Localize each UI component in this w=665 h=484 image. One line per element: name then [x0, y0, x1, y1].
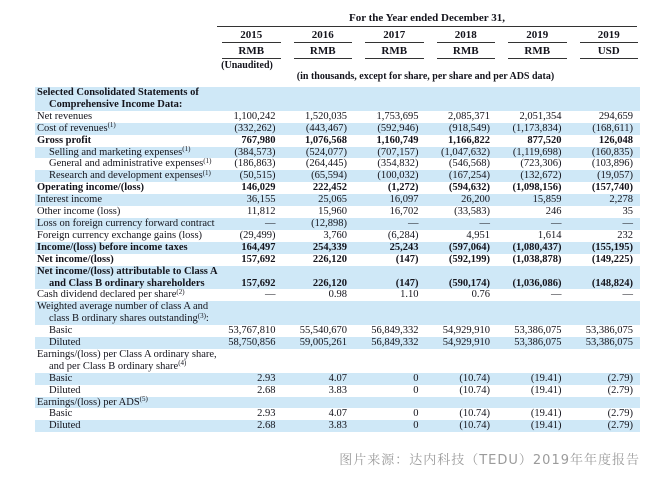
cell-value: (597,064): [448, 241, 490, 253]
row-values: [211, 230, 640, 242]
table-row: [35, 397, 640, 409]
cell-value: 1.10: [400, 289, 419, 301]
cell-value: (264,445): [305, 158, 347, 170]
cell-value: 16,702: [389, 206, 419, 218]
cell-value: (10.74): [459, 408, 490, 420]
table-row: [35, 123, 640, 135]
row-label: [35, 206, 211, 218]
cell-value: 157,692: [241, 253, 276, 265]
cell-value: (167,254): [448, 170, 490, 182]
row-label: [35, 385, 211, 397]
cell-value: 58,750,856: [228, 337, 276, 349]
row-label-line: Research and development expenses$^{(1)}$: [49, 168, 211, 182]
table-row: [35, 254, 640, 266]
cell-value: (148,824): [591, 277, 633, 289]
row-values: [211, 135, 640, 147]
row-values: [211, 325, 640, 337]
cell-value: (332,262): [234, 122, 276, 134]
cell-value: 157,692: [241, 277, 276, 289]
cell-value: (10.74): [459, 372, 490, 384]
cell-value: —: [408, 217, 419, 229]
cell-value: (1,080,437): [512, 241, 562, 253]
row-label: [35, 301, 211, 325]
table-row: [35, 420, 640, 432]
table-row: [35, 373, 640, 385]
row-label-line: Foreign currency exchange gains (loss): [37, 229, 203, 241]
row-label: [35, 158, 211, 170]
table-row: [35, 170, 640, 182]
cell-value: 53,767,810: [228, 325, 276, 337]
table-row: [35, 135, 640, 147]
cell-value: (147): [395, 277, 419, 289]
cell-value: (2.79): [607, 372, 633, 384]
cell-value: 254,339: [312, 241, 347, 253]
cell-value: 2.93: [257, 408, 276, 420]
cell-value: 294,659: [598, 110, 633, 122]
row-label: [35, 242, 211, 254]
row-label: [35, 123, 211, 135]
row-values: [211, 337, 640, 349]
period-title: For the Year ended December 31,: [217, 12, 637, 27]
cell-value: 0: [413, 384, 419, 396]
row-label-line: Income/(loss) before income taxes: [37, 241, 188, 253]
row-label: [35, 194, 211, 206]
row-label: [35, 111, 211, 123]
cell-value: —: [551, 289, 562, 301]
cell-value: (149,225): [591, 253, 633, 265]
table-row: [35, 147, 640, 159]
cell-value: 59,005,261: [299, 337, 347, 349]
cell-value: 15,960: [318, 206, 347, 218]
unaudited-note: (Unaudited): [221, 60, 273, 71]
row-values: [211, 111, 640, 123]
cell-value: —: [265, 289, 276, 301]
cell-value: (594,632): [448, 182, 490, 194]
cell-value: 0.98: [328, 289, 347, 301]
cell-value: (1,173,834): [512, 122, 562, 134]
cell-value: —: [479, 217, 490, 229]
cell-value: (10.74): [459, 384, 490, 396]
cell-value: (10.74): [459, 420, 490, 432]
cell-value: (546,568): [448, 158, 490, 170]
row-values: [211, 254, 640, 266]
table-row: [35, 337, 640, 349]
row-label-line: Earnings/(loss) per ADS$^{(5)}$: [37, 395, 148, 408]
row-label: [35, 420, 211, 432]
cell-value: 767,980: [241, 134, 276, 146]
cell-value: 1,614: [537, 229, 562, 241]
cell-value: 53,386,075: [514, 337, 562, 349]
row-label: [35, 87, 211, 111]
cell-value: 53,386,075: [514, 325, 562, 337]
cell-value: (155,195): [591, 241, 633, 253]
row-label-line: Cash dividend declared per share$^{(2)}$: [37, 287, 185, 301]
cell-value: —: [551, 217, 562, 229]
cell-value: 2,051,354: [519, 110, 562, 122]
cell-value: —: [622, 289, 633, 301]
row-label-line: Diluted: [49, 384, 81, 396]
cell-value: (1,272): [387, 182, 419, 194]
cell-value: (6,284): [387, 229, 419, 241]
year-label: 2015: [222, 29, 281, 43]
cell-value: 1,076,568: [305, 134, 347, 146]
cell-value: 0: [413, 420, 419, 432]
row-label: [35, 337, 211, 349]
cell-value: (19,057): [597, 170, 633, 182]
row-label: [35, 147, 211, 159]
year-label: 2019: [580, 29, 639, 43]
table-row: [35, 194, 640, 206]
cell-value: (1,047,632): [441, 146, 490, 158]
table-row: [35, 218, 640, 230]
cell-value: (12,898): [311, 217, 347, 229]
table-row: [35, 325, 640, 337]
cell-value: 246: [545, 206, 562, 218]
row-values: [211, 373, 640, 385]
label-column-spacer: [35, 12, 211, 85]
table-header: [35, 12, 640, 85]
cell-value: (33,583): [454, 206, 490, 218]
row-label: [35, 325, 211, 337]
unit-label: RMB: [365, 45, 424, 59]
row-values: [211, 278, 640, 290]
row-label-line: Selling and marketing expenses$^{(1)}$: [49, 145, 191, 158]
cell-value: 164,497: [241, 241, 276, 253]
cell-value: (29,499): [239, 229, 276, 241]
row-label-line: Diluted: [49, 420, 81, 432]
row-label-line: Net income/(loss): [37, 253, 114, 265]
year-label: 2019: [508, 29, 567, 43]
column-header: [497, 27, 569, 59]
row-label-line: General and administrative expenses$^{(1)}$: [49, 156, 212, 170]
table-row: [35, 349, 640, 373]
units-note: (in thousands, except for share, per share and per ADS data): [296, 71, 555, 82]
cell-value: 4.07: [328, 372, 347, 384]
cell-value: 146,029: [241, 182, 276, 194]
row-values: [211, 206, 640, 218]
cell-value: (157,740): [591, 182, 633, 194]
cell-value: (1,119,698): [512, 146, 562, 158]
cell-value: 16,097: [389, 194, 419, 206]
cell-value: (168,611): [592, 122, 633, 134]
cell-value: (19.41): [530, 420, 562, 432]
row-label: [35, 170, 211, 182]
row-label-line: Basic: [49, 408, 73, 420]
row-label: [35, 217, 215, 230]
row-label-line: Selected Consolidated Statements of: [37, 87, 199, 98]
cell-value: —: [622, 217, 633, 229]
cell-value: 222,452: [312, 182, 347, 194]
cell-value: 126,048: [598, 134, 633, 146]
cell-value: 53,386,075: [585, 337, 633, 349]
image-source-caption: 图片来源：达内科技（TEDU）2019年年度报告: [339, 453, 640, 468]
cell-value: 0.76: [471, 289, 490, 301]
cell-value: (590,174): [448, 277, 490, 289]
row-values: [211, 218, 640, 230]
unit-label: RMB: [222, 45, 281, 59]
row-label: [35, 254, 211, 266]
cell-value: (2.79): [607, 408, 633, 420]
row-label: [35, 265, 218, 290]
cell-value: 1,100,242: [233, 110, 276, 122]
year-label: 2017: [365, 29, 424, 43]
cell-value: (100,032): [377, 170, 419, 182]
row-label-line: Basic: [49, 325, 73, 337]
row-label: [35, 373, 211, 385]
cell-value: (19.41): [530, 372, 562, 384]
unit-label: USD: [580, 45, 639, 59]
cell-value: 53,386,075: [585, 325, 633, 337]
table-row: [35, 230, 640, 242]
row-values: [211, 194, 640, 206]
cell-value: 0: [413, 372, 419, 384]
cell-value: 2.68: [257, 384, 276, 396]
row-values: [211, 385, 640, 397]
table-row: [35, 408, 640, 420]
cell-value: (19.41): [530, 384, 562, 396]
row-label-line: Gross profit: [37, 134, 92, 146]
cell-value: 15,859: [532, 194, 562, 206]
cell-value: (354,832): [377, 158, 419, 170]
cell-value: (132,672): [520, 170, 562, 182]
row-label: [35, 348, 217, 373]
row-values: [211, 123, 640, 135]
row-values: [211, 170, 640, 182]
cell-value: 2.68: [257, 420, 276, 432]
cell-value: 2,278: [609, 194, 633, 206]
unit-label: RMB: [437, 45, 496, 59]
row-values: [211, 147, 640, 159]
cell-value: (160,835): [591, 146, 633, 158]
table-row: [35, 182, 640, 194]
cell-value: 0: [413, 408, 419, 420]
row-label-line: Loss on foreign currency forward contract: [37, 217, 215, 229]
cell-value: (524,077): [305, 146, 347, 158]
column-header: [283, 27, 355, 59]
column-header: [211, 27, 283, 59]
column-header: [569, 27, 641, 59]
financial-table: [35, 12, 640, 432]
cell-value: (2.79): [607, 420, 633, 432]
cell-value: 1,166,822: [448, 134, 490, 146]
row-values: [211, 289, 640, 301]
cell-value: (723,306): [520, 158, 562, 170]
row-label: [35, 289, 211, 301]
year-columns: [211, 27, 640, 59]
header-subnotes: [211, 59, 640, 85]
cell-value: 3,760: [323, 229, 347, 241]
cell-value: (65,594): [311, 170, 347, 182]
row-label-line: and Class B ordinary shareholders: [49, 277, 205, 289]
column-header: [354, 27, 426, 59]
unit-label: RMB: [508, 45, 567, 59]
cell-value: 35: [622, 206, 633, 218]
cell-value: (707,157): [377, 146, 419, 158]
cell-value: 3.83: [328, 384, 347, 396]
row-label-line: Net revenues: [37, 110, 93, 122]
cell-value: 226,120: [312, 253, 347, 265]
cell-value: 55,540,670: [299, 325, 347, 337]
cell-value: —: [265, 217, 276, 229]
unit-label: RMB: [294, 45, 353, 59]
row-label-line: Net income/(loss) attributable to Class A: [37, 265, 218, 277]
cell-value: (1,038,878): [512, 253, 562, 265]
row-label: [35, 408, 211, 420]
year-label: 2018: [437, 29, 496, 43]
row-label-line: Weighted average number of class A and: [37, 301, 209, 313]
cell-value: 2.93: [257, 372, 276, 384]
cell-value: 226,120: [312, 277, 347, 289]
cell-value: (443,467): [305, 122, 347, 134]
cell-value: 11,812: [247, 206, 276, 218]
row-label-line: Comprehensive Income Data:: [49, 98, 183, 110]
row-label: [35, 182, 211, 194]
cell-value: (50,515): [239, 170, 276, 182]
table-row: [35, 289, 640, 301]
year-label: 2016: [294, 29, 353, 43]
table-row: [35, 206, 640, 218]
row-label-line: Other income (loss): [37, 206, 121, 218]
row-label-line: and per Class B ordinary share$^{(4)}$: [49, 359, 187, 372]
row-label-line: Interest income: [37, 194, 103, 206]
cell-value: 4.07: [328, 408, 347, 420]
cell-value: (1,036,086): [512, 277, 562, 289]
cell-value: (592,199): [448, 253, 490, 265]
cell-value: 877,520: [527, 134, 562, 146]
cell-value: 232: [617, 229, 633, 241]
row-values: [211, 182, 640, 194]
table-row: [35, 158, 640, 170]
cell-value: 3.83: [328, 420, 347, 432]
cell-value: 4,951: [466, 229, 490, 241]
cell-value: 1,160,749: [376, 134, 419, 146]
table-row: [35, 111, 640, 123]
period-header: [211, 12, 640, 85]
row-values: [211, 408, 640, 420]
cell-value: (147): [395, 253, 419, 265]
cell-value: 1,753,695: [376, 110, 419, 122]
cell-value: 54,929,910: [442, 325, 490, 337]
cell-value: (19.41): [530, 408, 562, 420]
cell-value: (592,946): [377, 122, 419, 134]
row-label: [35, 397, 211, 409]
row-label: [35, 230, 211, 242]
row-label-line: Diluted: [49, 337, 81, 349]
cell-value: (918,549): [448, 122, 490, 134]
cell-value: 26,200: [461, 194, 490, 206]
row-label-line: Operating income/(loss): [37, 182, 145, 194]
cell-value: (186,863): [234, 158, 276, 170]
table-row: [35, 87, 640, 111]
table-row: [35, 242, 640, 254]
cell-value: 36,155: [246, 194, 276, 206]
cell-value: 56,849,332: [371, 337, 419, 349]
cell-value: (103,896): [591, 158, 633, 170]
cell-value: 56,849,332: [371, 325, 419, 337]
row-values: [211, 420, 640, 432]
row-label-line: Basic: [49, 372, 73, 384]
cell-value: 25,065: [318, 194, 347, 206]
cell-value: (384,573): [234, 146, 276, 158]
row-label-line: Earnings/(loss) per Class A ordinary share,: [37, 348, 217, 360]
row-label-line: class B ordinary shares outstanding$^{(3)}$:: [49, 311, 209, 325]
row-label-line: Cost of revenues$^{(1)}$: [37, 121, 116, 134]
column-header: [426, 27, 498, 59]
row-values: [211, 158, 640, 170]
table-row: [35, 385, 640, 397]
table-row: [35, 266, 640, 290]
cell-value: 1,520,035: [305, 110, 347, 122]
table-body: [35, 87, 640, 432]
row-values: [211, 242, 640, 254]
cell-value: 54,929,910: [442, 337, 490, 349]
cell-value: (1,098,156): [512, 182, 562, 194]
cell-value: 2,085,371: [448, 110, 490, 122]
table-row: [35, 301, 640, 325]
cell-value: 25,243: [389, 241, 419, 253]
cell-value: (2.79): [607, 384, 633, 396]
